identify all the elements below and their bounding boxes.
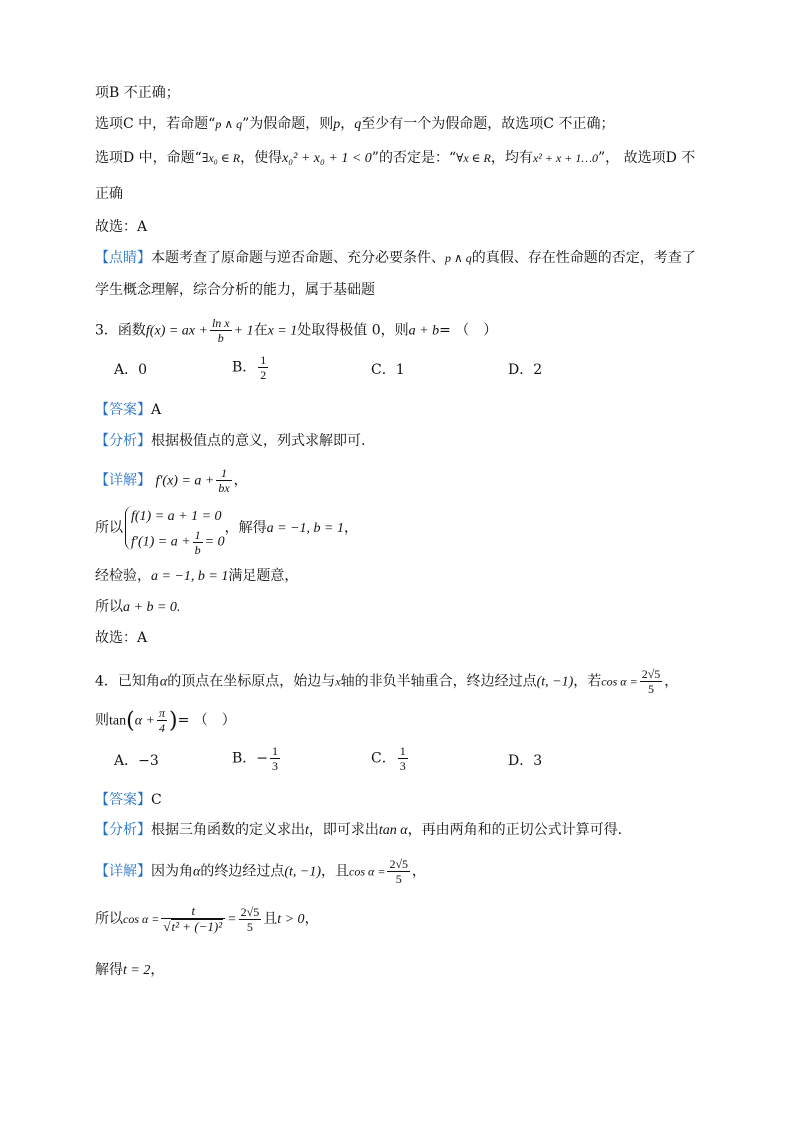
math: α xyxy=(159,674,168,690)
numerator: 1 xyxy=(194,528,201,542)
option-label: B．− xyxy=(232,750,269,767)
text: ， xyxy=(150,962,165,978)
text: 因为角 xyxy=(151,863,193,880)
denominator: 3 xyxy=(399,759,406,773)
equation xyxy=(131,528,225,557)
text: 所以 xyxy=(95,599,123,615)
denominator: 5 xyxy=(246,919,253,934)
math: t > 0 xyxy=(277,912,305,927)
numerator: t xyxy=(161,904,225,919)
text-line xyxy=(95,217,147,239)
text: ”， 故选项D 不 xyxy=(598,150,696,166)
text: ，使得 xyxy=(240,150,283,166)
text: ， xyxy=(343,520,358,536)
option-label: A．−3 xyxy=(114,753,159,769)
math: α + xyxy=(134,713,155,729)
math: (t, −1) xyxy=(284,864,322,880)
numerator: 1 xyxy=(216,466,231,481)
text: ”为假命题，则 xyxy=(242,116,334,132)
math: cos α = xyxy=(349,864,386,879)
text: 学生概念理解，综合分析的能力，属于基础题 xyxy=(95,282,375,298)
text-line xyxy=(95,904,319,940)
text: ，即可求出 xyxy=(308,822,379,838)
option-label: A．0 xyxy=(114,362,148,378)
option-d[interactable] xyxy=(508,360,542,380)
text: 本题考查了原命题与逆否命题、充分必要条件、 xyxy=(151,250,445,266)
answer-line xyxy=(95,790,162,812)
text: 根据极值点的意义，列式求解即可. xyxy=(151,433,366,449)
text-line xyxy=(95,960,164,982)
math: x = 1 xyxy=(267,323,298,339)
math: + 1 xyxy=(233,323,254,339)
text: 项B 不正确； xyxy=(95,85,180,101)
math: a + b = 0. xyxy=(123,600,181,615)
text: ， xyxy=(304,911,319,927)
option-a[interactable] xyxy=(114,360,147,380)
fraction xyxy=(387,857,410,886)
question-3-stem xyxy=(95,316,498,345)
numerator: π xyxy=(159,706,166,720)
text: = （ ） xyxy=(439,322,498,339)
detail-tag: 【详解】 xyxy=(95,472,151,489)
fraction xyxy=(640,667,663,696)
analysis-line xyxy=(95,431,365,453)
denominator: 2 xyxy=(260,368,267,382)
math: α xyxy=(193,864,201,880)
option-c[interactable] xyxy=(371,744,410,773)
analysis-tag: 【分析】 xyxy=(95,433,151,449)
text-line xyxy=(95,566,298,588)
text: 轴的非负半轴重合，终边经过点 xyxy=(340,673,537,690)
math: ∀x ∈ R xyxy=(456,151,491,165)
text: ，解得 xyxy=(224,520,267,536)
text: 经检验， xyxy=(95,568,151,584)
text-line xyxy=(95,280,375,302)
text-line xyxy=(95,248,696,270)
text: 处取得极值 0，则 xyxy=(297,322,409,339)
text: ， xyxy=(233,472,248,489)
system-line xyxy=(95,506,358,557)
fraction xyxy=(210,316,232,345)
text: 满足题意， xyxy=(228,568,299,584)
fraction xyxy=(270,744,280,773)
numerator: 2√5 xyxy=(641,667,661,681)
denominator: 3 xyxy=(272,759,279,773)
detail-line xyxy=(95,857,427,886)
text: ，若 xyxy=(573,673,602,690)
text: ， xyxy=(664,673,679,690)
answer-tag: 【答案】 xyxy=(95,402,151,418)
text: 则 xyxy=(95,712,109,729)
text: 且 xyxy=(263,911,278,927)
text: 所以 xyxy=(95,520,123,536)
tip-tag: 【点睛】 xyxy=(95,250,151,266)
text: 故选：A xyxy=(95,630,148,646)
equation: f(1) = a + 1 = 0 xyxy=(131,509,222,524)
fraction xyxy=(216,466,231,495)
denominator: 5 xyxy=(395,872,402,886)
text: 3．函数 xyxy=(95,322,146,339)
question-4-stem xyxy=(95,667,679,696)
text: 至少有一个为假命题，故选项C 不正确； xyxy=(361,116,615,132)
numerator: 2√5 xyxy=(389,857,409,871)
math: = xyxy=(227,912,237,927)
answer-value: A xyxy=(151,402,162,418)
text: 的终边经过点 xyxy=(200,863,285,880)
sqrt-symbol: √ xyxy=(163,919,171,934)
text-line xyxy=(95,148,695,170)
math: cos α = xyxy=(601,674,638,689)
numerator: 1 xyxy=(399,744,406,758)
denominator xyxy=(161,919,225,934)
text: ，均有 xyxy=(490,150,533,166)
text: 所以 xyxy=(95,911,123,927)
math: (t, −1) xyxy=(536,674,574,690)
paren-left: ( xyxy=(126,708,135,734)
answer-line xyxy=(95,400,161,422)
text-line xyxy=(95,597,180,619)
text: 正确 xyxy=(95,186,123,202)
text: 解得 xyxy=(95,962,123,978)
math: t xyxy=(305,823,309,838)
detail-tag: 【详解】 xyxy=(95,863,151,880)
math: ∃x₀ ∈ R xyxy=(201,151,241,165)
option-d[interactable] xyxy=(508,751,542,771)
question-4-stem-cont xyxy=(95,706,236,735)
math: f′(x) = a + xyxy=(155,473,215,489)
text: = （ ） xyxy=(177,712,236,729)
math: f′(1) = a + xyxy=(131,534,191,550)
text-line xyxy=(95,628,147,650)
math: x₀² + x₀ + 1 < 0 xyxy=(282,151,372,166)
paren-right: ) xyxy=(169,708,178,734)
fraction xyxy=(258,353,268,382)
answer-value: C xyxy=(151,792,162,808)
math: q xyxy=(354,117,362,132)
numerator: 2√5 xyxy=(240,904,260,919)
text: 在 xyxy=(253,322,268,339)
text: 的真假、存在性命题的否定，考查了 xyxy=(471,250,696,266)
denominator: 5 xyxy=(647,682,654,696)
option-label: C． xyxy=(371,750,396,767)
numerator: 1 xyxy=(272,744,279,758)
text-line xyxy=(95,184,123,206)
math: = 0 xyxy=(204,534,225,550)
math: x² + x + 1…0 xyxy=(532,151,599,165)
analysis-tag: 【分析】 xyxy=(95,822,151,838)
math: p ∧ q xyxy=(445,251,472,265)
text-line xyxy=(95,114,614,136)
analysis-line xyxy=(95,820,622,842)
fraction xyxy=(398,744,408,773)
text: 4．已知角 xyxy=(95,673,160,690)
denominator: b xyxy=(194,543,201,557)
fraction xyxy=(161,904,225,934)
math: tan xyxy=(109,713,127,729)
text: ，再由两角和的正切公式计算可得. xyxy=(407,822,623,838)
text-line xyxy=(95,83,180,105)
text: 的顶点在坐标原点，始边与 xyxy=(167,673,336,690)
fraction xyxy=(157,706,167,735)
option-b[interactable] xyxy=(232,353,270,382)
option-b[interactable] xyxy=(232,744,282,773)
option-a[interactable] xyxy=(114,751,159,771)
detail-line xyxy=(95,466,248,495)
option-label: C．1 xyxy=(371,362,405,378)
option-label: D．3 xyxy=(508,753,543,769)
fraction xyxy=(239,905,262,934)
denominator: b xyxy=(217,331,224,345)
equation-system xyxy=(125,506,225,557)
fraction xyxy=(193,528,203,557)
text: ， xyxy=(340,116,355,132)
denominator: 4 xyxy=(159,721,165,735)
text: ， xyxy=(412,863,427,880)
answer-tag: 【答案】 xyxy=(95,792,151,808)
text: 选项C 中，若命题“ xyxy=(95,116,216,132)
math: f(x) = ax + xyxy=(145,323,208,339)
option-label: D．2 xyxy=(508,362,543,378)
numerator: 1 xyxy=(260,353,267,367)
math: p xyxy=(333,117,341,132)
text: 选项D 中，命题“ xyxy=(95,150,202,166)
math: a = −1, b = 1 xyxy=(151,569,229,584)
math: a = −1, b = 1 xyxy=(266,521,344,536)
text: ”的否定是：“ xyxy=(371,150,457,166)
denominator: bx xyxy=(218,481,230,495)
option-c[interactable] xyxy=(371,360,405,380)
math: cos α = xyxy=(123,912,160,926)
math: x xyxy=(335,674,341,689)
text: 根据三角函数的定义求出 xyxy=(151,822,305,838)
text: 故选：A xyxy=(95,219,148,235)
numerator: ln x xyxy=(211,316,230,330)
text: ，且 xyxy=(321,863,350,880)
option-label: B． xyxy=(232,359,257,376)
math: a + b xyxy=(408,323,440,339)
math: t = 2 xyxy=(123,963,151,978)
math: tan α xyxy=(378,823,408,838)
math: p ∧ q xyxy=(215,117,243,131)
radicand: t² + (−1)² xyxy=(171,919,223,934)
